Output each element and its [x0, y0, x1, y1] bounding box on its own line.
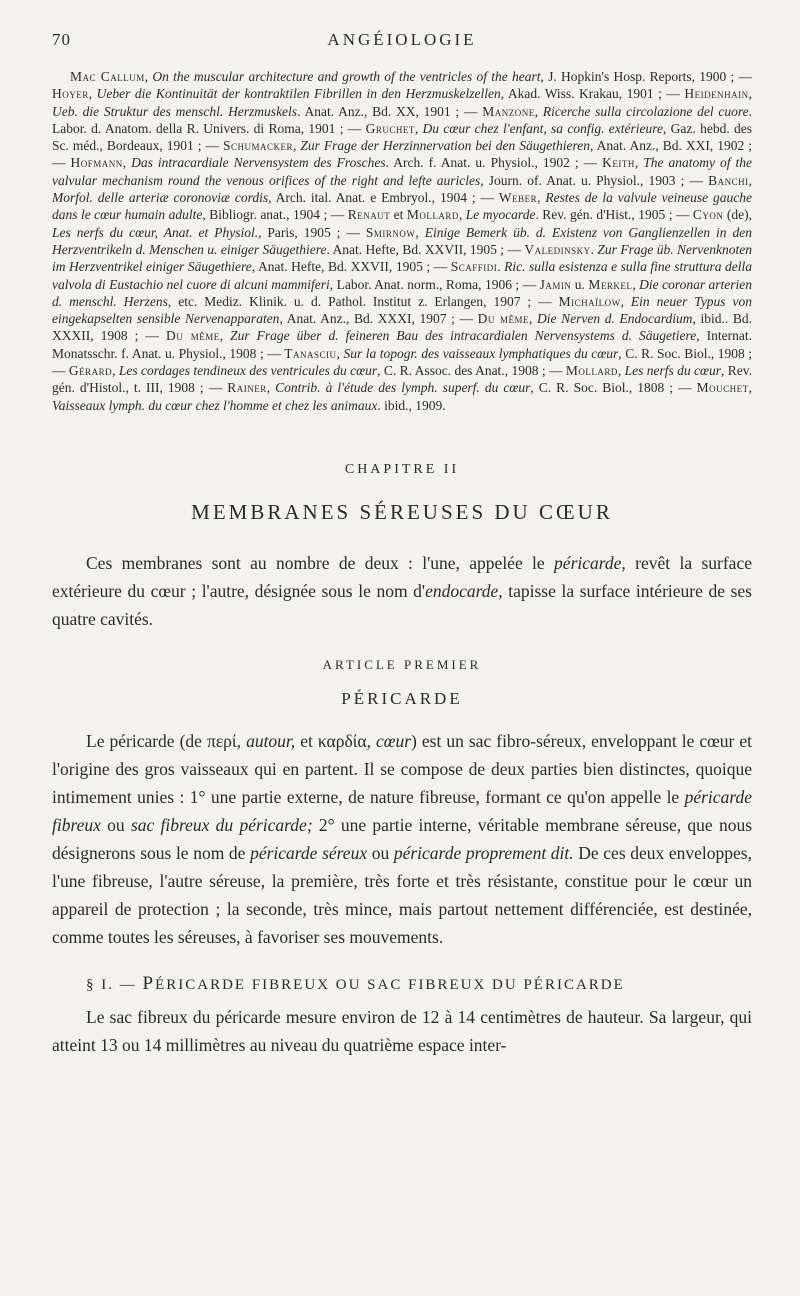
- italic-run: Les nerfs du cœur: [624, 363, 722, 379]
- italic-run: Restes de la valvule veineuse gauche dans le cœur humain adulte: [52, 190, 752, 223]
- italic-run: Das intracardiale Nervensystem des Frosches: [131, 155, 386, 171]
- pericarde-paragraph: [52, 727, 752, 951]
- italic-run: péricarde,: [554, 552, 626, 573]
- italic-run: Les cordages tendineux des ventricules du cœur: [118, 363, 378, 379]
- italic-run: Vaisseaux lymph. du cœur chez l'homme et chez les animaux: [52, 397, 378, 413]
- italic-run: Ein neuer Typus von eingekapselten sensible Nervenapparaten: [52, 293, 753, 327]
- text-run: . Arch. f. Anat. u. Physiol., 1902 ; —: [385, 155, 603, 171]
- text-run: , ibid.. Bd. XXXII, 1908 ; —: [52, 311, 752, 344]
- text-run: ,: [529, 311, 538, 327]
- author-name: Mac Callum: [70, 69, 145, 84]
- italic-run: Ric. sulla esistenza e sulla fine struttura della valvola di Eustachio nel cuore di alcuni mammiferi: [52, 259, 753, 292]
- text-run: (de),: [723, 207, 752, 223]
- author-name: Du même: [477, 311, 530, 327]
- text-run: ) est un sac fibro-séreux, enveloppant le cœur et l'origine des gros vaisseaux qui en partent. Il se compose de deux parties bien distinctes, quoique intimement unies : 1° une partie externe, de nature fibreuse, formant ce qu'on appelle le: [52, 730, 753, 807]
- text-run: , C. R. Soc. Biol., 1808 ; —: [530, 380, 697, 396]
- italic-run: endocarde,: [425, 580, 503, 601]
- text-run: , Gaz. hebd. des Sc. méd., Bordeaux, 1901 ; —: [52, 120, 753, 154]
- text-run: . Labor. d. Anatom. della R. Univers. di Roma, 1901 ; —: [52, 103, 753, 136]
- section-title: ÉRICARDE FIBREUX OU SAC FIBREUX DU PÉRICARDE: [155, 976, 625, 993]
- text-run: ,: [620, 293, 631, 309]
- text-run: ,: [458, 207, 466, 223]
- text-run: ou: [100, 814, 131, 835]
- text-run: ,: [122, 155, 132, 171]
- italic-run: péricarde séreux: [250, 842, 368, 863]
- section-initial: P: [142, 972, 156, 994]
- text-run: , Akad. Wiss. Krakau, 1901 ; —: [500, 86, 685, 102]
- author-name: Scaffidi: [450, 259, 498, 275]
- author-name: Renaut: [347, 207, 391, 223]
- text-run: , Paris, 1905 ; —: [258, 224, 366, 240]
- text-run: ,: [748, 172, 752, 188]
- chapter-title: MEMBRANES SÉREUSES DU CŒUR: [191, 499, 613, 524]
- author-name: Banchi: [708, 172, 749, 188]
- author-name: Keith: [602, 155, 635, 171]
- author-name: Mollard: [565, 363, 618, 379]
- author-name: Michaïlow: [558, 293, 621, 309]
- author-name: Mouchet: [696, 380, 749, 396]
- author-name: Cyon: [692, 207, 724, 223]
- author-name: Hofmann: [70, 155, 123, 171]
- author-name: Smirnow: [365, 224, 416, 240]
- text-run: De ces deux enveloppes, l'une fibreuse, l'autre séreuse, la première, très forte et très résistante, constitue pour le cœur un appareil de protection ; la seconde, très mince, mais partout nettement différenciée, est destinée, comme toutes les séreuses, à favoriser ses mouvements.: [52, 842, 752, 947]
- author-name: Tanasciu: [284, 345, 337, 361]
- text-run: 2° une partie interne, véritable membrane séreuse, que nous désignerons sous le nom de: [52, 814, 753, 863]
- author-name: Rainer: [227, 380, 267, 396]
- page-header: [52, 30, 752, 60]
- author-name: Merkel: [588, 276, 633, 292]
- italic-run: péricarde proprement dit.: [393, 842, 574, 863]
- running-head: ANGÉIOLOGIE: [327, 30, 477, 49]
- italic-run: sac fibreux du péricarde;: [130, 814, 313, 835]
- text-run: Ces membranes sont au nombre de deux : l'une, appelée le: [86, 552, 555, 573]
- text-run: ,: [534, 103, 543, 119]
- text-run: ,: [634, 155, 644, 171]
- text-run: ,: [336, 345, 344, 361]
- text-run: περί: [207, 730, 237, 751]
- text-run: ,: [748, 380, 753, 396]
- intro-paragraph: [52, 549, 752, 633]
- text-run: et: [295, 730, 318, 751]
- text-run: ,: [292, 138, 301, 154]
- italic-run: Le myocarde: [465, 207, 536, 223]
- text-run: ,: [617, 363, 625, 379]
- text-run: ,: [219, 328, 231, 344]
- section-heading: [52, 973, 752, 995]
- italic-run: Les nerfs du cœur, Anat. et Physiol.: [52, 224, 259, 240]
- text-run: ,: [266, 380, 276, 396]
- italic-run: Contrib. à l'étude des lymph. superf. du cœur: [275, 380, 531, 396]
- text-run: ,: [414, 120, 423, 136]
- author-name: Heidenhain: [684, 86, 749, 102]
- text-run: , C. R. Soc. Biol., 1908 ; —: [52, 345, 753, 379]
- text-run: , C. R. Assoc. des Anat., 1908 ; —: [377, 363, 566, 379]
- author-name: Hoyer: [52, 86, 89, 102]
- author-name: Schumacker: [222, 138, 293, 154]
- italic-run: cœur: [376, 730, 411, 751]
- text-run: ,: [88, 86, 97, 102]
- text-run: , Anat. Anz., Bd. XXXI, 1907 ; —: [279, 311, 478, 327]
- article-label: ARTICLE PREMIER: [322, 656, 482, 672]
- author-name: Weber: [498, 190, 538, 206]
- text-run: , Labor. Anat. norm., Roma, 1906 ; —: [329, 276, 540, 292]
- text-run: et: [390, 207, 407, 223]
- italic-run: Zur Frage üb. Nervenknoten im Herzventrikel einiger Säugethiere: [52, 241, 753, 275]
- text-run: ,: [537, 190, 546, 206]
- text-run: . Anat. Hefte, Bd. XXVII, 1905 ; —: [326, 241, 525, 257]
- text-run: .: [497, 259, 505, 275]
- italic-run: Morfol. delle arteriæ coronoviæ cordis: [52, 190, 269, 206]
- text-run: ,: [112, 363, 119, 379]
- author-name: Jamin: [539, 276, 572, 292]
- text-run: , Rev. gén. d'Histol., t. III, 1908 ; —: [52, 363, 753, 396]
- italic-run: autour,: [246, 730, 296, 751]
- text-run: ,: [366, 730, 376, 751]
- text-run: Le péricarde (de: [86, 730, 207, 751]
- text-run: , Bibliogr. anat., 1904 ; —: [202, 207, 348, 223]
- text-run: , Anat. Hefte, Bd. XXVII, 1905 ; —: [251, 259, 451, 275]
- text-run: , Internat. Monatsschr. f. Anat. u. Physiol., 1908 ; —: [52, 328, 753, 361]
- italic-run: Du cœur chez l'enfant, sa config. extérieure: [422, 120, 663, 136]
- author-name: Mollard: [406, 207, 459, 223]
- text-run: . Anat. Anz., Bd. XX, 1901 ; —: [297, 103, 483, 119]
- italic-run: Die Nerven d. Endocardium: [537, 311, 693, 327]
- text-run: , Journ. of. Anat. u. Physiol., 1903 ; —: [480, 172, 709, 188]
- section-prefix: § I. —: [86, 976, 143, 993]
- author-name: Du même: [165, 328, 220, 344]
- text-run: ,: [632, 276, 640, 292]
- author-name: Valedinsky: [524, 241, 591, 257]
- italic-run: Ueber die Kontinuität der kontraktilen Fibrillen in den Herzmuskelzellen: [96, 86, 501, 102]
- text-run: , Anat. Anz., Bd. XXI, 1902 ; —: [52, 138, 752, 171]
- italic-run: Zur Frage über d. feineren Bau des intracardialen Nervensystems d. Säugetiere: [230, 328, 697, 344]
- italic-run: Einige Bemerk üb. d. Existenz von Ganglienzellen in den Herzventrikeln d. Menschen u. einiger Säugethiere: [52, 224, 752, 257]
- text-run: .: [590, 241, 598, 257]
- text-run: , Arch. ital. Anat. e Embryol., 1904 ; —: [268, 190, 499, 206]
- italic-run: Zur Frage der Herzinnervation bei den Säugethieren: [300, 138, 591, 154]
- text-run: revêt la surface extérieure du cœur ; l'autre, désignée sous le nom d': [52, 552, 752, 601]
- text-run: καρδία: [317, 730, 367, 751]
- author-name: Gérard: [68, 363, 113, 379]
- italic-run: Sur la topogr. des vaisseaux lymphatiques du cœur: [343, 345, 619, 361]
- text-run: ,: [236, 730, 247, 751]
- author-name: Manzone: [482, 103, 535, 119]
- article-title: PÉRICARDE: [341, 688, 463, 708]
- italic-run: Ricerche sulla circolazione del cuore: [542, 103, 749, 119]
- text-run: ,: [415, 224, 425, 240]
- text-run: Le sac fibreux du péricarde mesure environ de 12 à 14 centimètres de hauteur. Sa largeur, qui atteint 13 ou 14 millimètres au niveau du quatrième espace inter-: [52, 1006, 752, 1055]
- italic-run: Ueb. die Struktur des menschl. Herzmuskels: [52, 103, 298, 119]
- text-run: ,: [748, 86, 752, 102]
- author-name: Gruchet: [365, 120, 415, 136]
- text-run: . ibid., 1909.: [377, 397, 446, 413]
- italic-run: péricarde fibreux: [52, 786, 752, 835]
- text-run: . Rev. gén. d'Hist., 1905 ; —: [535, 207, 693, 223]
- page-number: 70: [52, 30, 71, 49]
- italic-run: On the muscular architecture and growth of the ventricles of the heart: [152, 69, 541, 84]
- text-run: ,: [144, 69, 153, 84]
- text-run: , J. Hopkin's Hosp. Reports, 1900 ; —: [540, 69, 753, 84]
- bibliography-paragraph: [52, 68, 752, 414]
- book-page: [52, 30, 752, 1059]
- italic-run: The anatomy of the valvular mechanism round the venous orifices of the right and lefte auricles: [52, 155, 753, 188]
- text-run: tapisse la surface intérieure de ses quatre cavités.: [52, 580, 752, 629]
- text-run: ou: [367, 842, 394, 863]
- chapter-label: CHAPITRE II: [344, 461, 460, 477]
- italic-run: Die coronar arterien d. menschl. Herzens: [52, 276, 753, 309]
- text-run: u.: [571, 276, 589, 292]
- sac-fibreux-paragraph: [52, 1003, 752, 1059]
- text-run: , etc. Mediz. Klinik. u. d. Pathol. Institut z. Erlangen, 1907 ; —: [167, 293, 559, 309]
